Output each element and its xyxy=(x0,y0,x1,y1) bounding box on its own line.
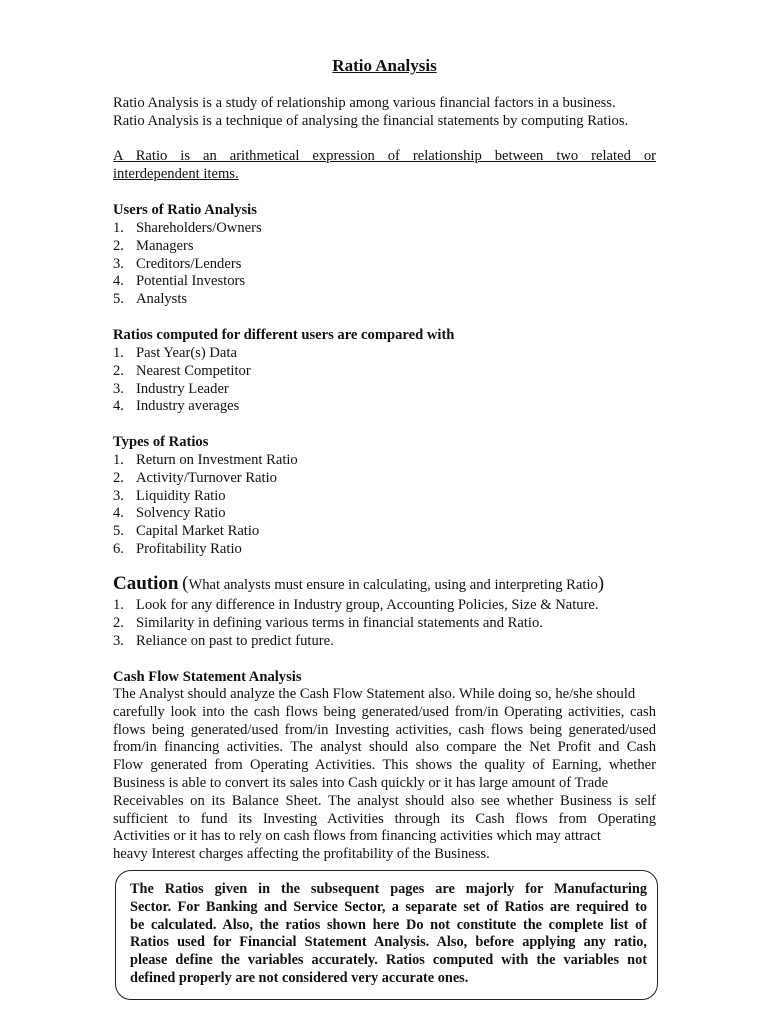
definition-line: interdependent items. xyxy=(113,165,239,182)
cashflow-line: The Analyst should analyze the Cash Flow Statement also. While doing so, he/she should xyxy=(113,686,636,702)
list-item: 5. Analysts xyxy=(113,291,188,308)
note-line: Sector. For Banking and Service Sector, a separate set of Ratios are required to xyxy=(130,898,647,915)
users-list xyxy=(113,220,262,309)
list-item: 1. Past Year(s) Data xyxy=(113,345,237,361)
compared-heading: Ratios computed for different users are compared with xyxy=(113,327,455,343)
users-heading: Users of Ratio Analysis xyxy=(113,202,257,218)
cashflow-paragraph xyxy=(113,686,656,864)
list-item: 3. Industry Leader xyxy=(113,380,229,397)
caution-list xyxy=(113,597,599,650)
list-item: 4. Potential Investors xyxy=(113,273,246,290)
intro-paragraph xyxy=(113,95,656,131)
caution-open-paren: ( xyxy=(182,573,189,594)
cashflow-line: Business is able to convert its sales into Cash quickly or it has large amount of Trade xyxy=(113,774,609,791)
note-line: defined properly are not considered very accurate ones. xyxy=(130,969,469,986)
note-box xyxy=(115,870,658,1000)
caution-word: Caution xyxy=(113,573,179,594)
definition-paragraph xyxy=(113,148,656,184)
cashflow-line: sufficient to fund its Investing Activities through its Cash flows from Operating xyxy=(113,810,656,827)
caution-heading xyxy=(113,575,604,595)
caution-note: What analysts must ensure in calculating, using and interpreting Ratio xyxy=(188,577,598,593)
cashflow-line: Receivables on its Balance Sheet. The analyst should also see whether Business is self xyxy=(113,792,656,809)
list-item: 6. Profitability Ratio xyxy=(113,540,242,557)
list-item: 2. Nearest Competitor xyxy=(113,362,251,379)
list-item: 2. Managers xyxy=(113,237,194,254)
list-item: 3. Reliance on past to predict future. xyxy=(113,632,334,649)
compared-list xyxy=(113,345,251,416)
list-item: 2. Similarity in defining various terms in financial statements and Ratio. xyxy=(113,614,543,631)
list-item: 4. Industry averages xyxy=(113,398,240,415)
intro-line: Ratio Analysis is a technique of analysing the financial statements by computing Ratios. xyxy=(113,112,629,129)
cashflow-line: flows being generated/used from/in Investing activities, cash flows being generated/used xyxy=(113,721,656,738)
list-item: 3. Creditors/Lenders xyxy=(113,255,242,272)
cashflow-line: Activities or it has to rely on cash flows from financing activities which may attract xyxy=(113,828,601,845)
list-item: 5. Capital Market Ratio xyxy=(113,523,260,540)
list-item: 4. Solvency Ratio xyxy=(113,505,226,522)
cashflow-line: Flow generated from Operating Activities. This shows the quality of Earning, whether xyxy=(113,757,656,774)
caution-close-paren: ) xyxy=(597,573,605,594)
note-line: be calculated. Also, the ratios shown here Do not constitute the complete list of xyxy=(130,916,647,933)
note-line: please define the variables accurately. Ratios computed with the variables not xyxy=(130,952,647,969)
note-line: Ratios used for Financial Statement Analysis. Also, before applying any ratio, xyxy=(130,934,647,951)
list-item: 1. Look for any difference in Industry group, Accounting Policies, Size & Nature. xyxy=(113,597,599,613)
cashflow-line: carefully look into the cash flows being generated/used from/in Operating activities, cash xyxy=(113,703,656,720)
definition-line: A Ratio is an arithmetical expression of relationship between two related or xyxy=(113,148,656,164)
note-box-text xyxy=(130,881,647,988)
cashflow-heading: Cash Flow Statement Analysis xyxy=(113,669,302,685)
types-heading: Types of Ratios xyxy=(113,434,209,450)
intro-line: Ratio Analysis is a study of relationship among various financial factors in a business. xyxy=(113,95,616,111)
cashflow-line: from/in financing activities. The analyst should also compare the Net Profit and Cash xyxy=(113,739,656,756)
list-item: 1. Return on Investment Ratio xyxy=(113,452,298,468)
list-item: 3. Liquidity Ratio xyxy=(113,487,226,504)
cashflow-line: heavy Interest charges affecting the profitability of the Business. xyxy=(113,846,490,863)
page-title: Ratio Analysis xyxy=(332,56,437,75)
note-line: The Ratios given in the subsequent pages are majorly for Manufacturing xyxy=(130,881,647,897)
list-item: 1. Shareholders/Owners xyxy=(113,220,262,236)
types-list xyxy=(113,452,298,559)
list-item: 2. Activity/Turnover Ratio xyxy=(113,469,277,486)
